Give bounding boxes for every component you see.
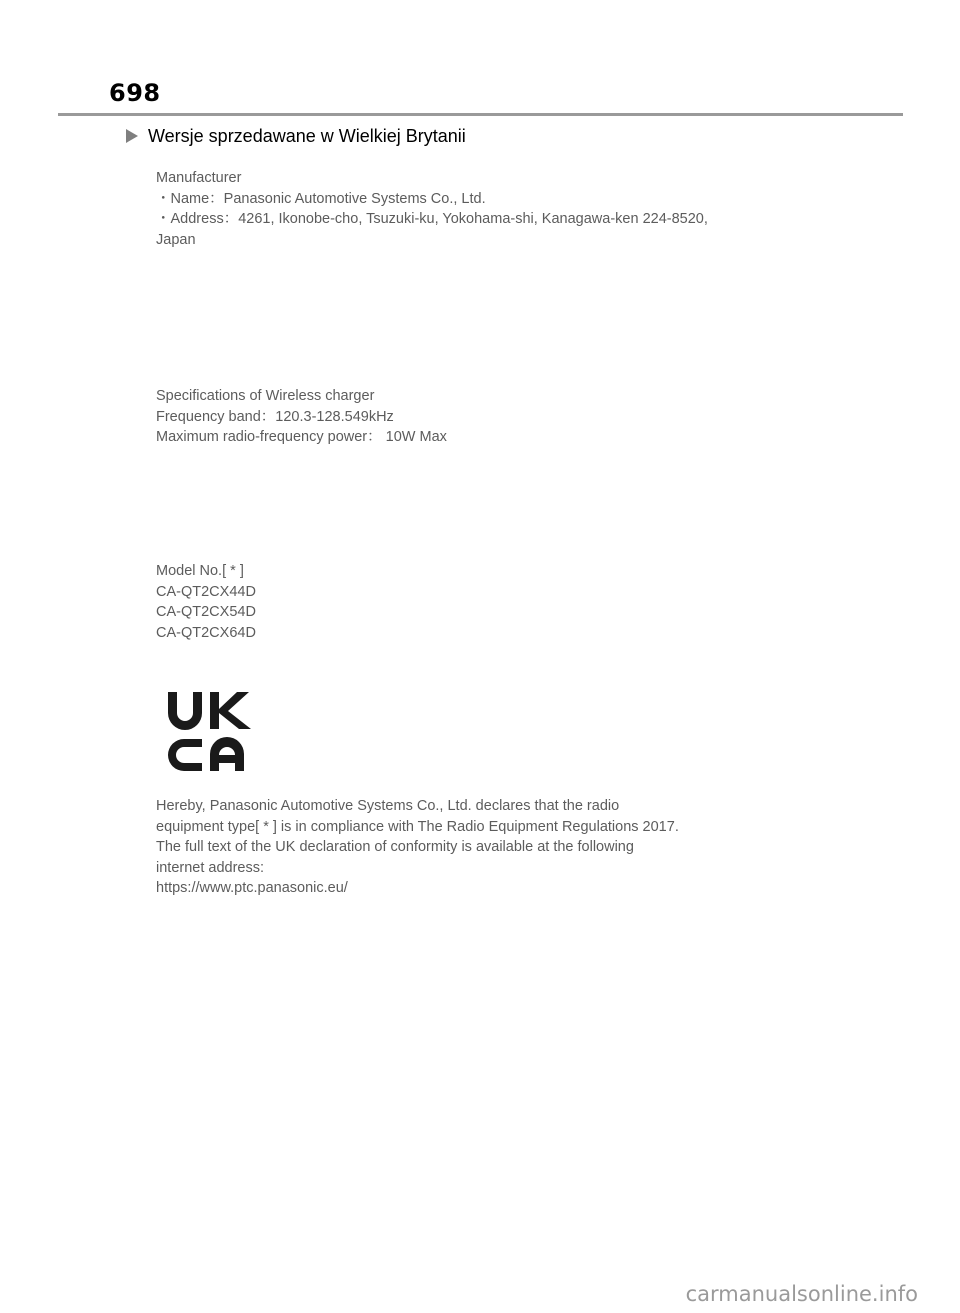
model-numbers-block xyxy=(156,561,256,643)
manufacturer-name: ・Name：Panasonic Automotive Systems Co., Ltd. xyxy=(156,190,486,207)
declaration-line: equipment type[ * ] is in compliance with The Radio Equipment Regulations 2017. xyxy=(156,818,679,835)
footer-watermark: carmanualsonline.info xyxy=(685,1282,918,1306)
ukca-logo-shapes xyxy=(168,692,251,771)
triangle-right-icon xyxy=(126,129,138,143)
manufacturer-address: ・Address：4261, Ikonobe-cho, Tsuzuki-ku, Yokohama-shi, Kanagawa-ken 224-8520, xyxy=(156,211,708,227)
page-number: 698 xyxy=(109,79,161,107)
declaration-url: https://www.ptc.panasonic.eu/ xyxy=(156,880,348,896)
declaration-block xyxy=(156,796,679,899)
section-heading-text: Wersje sprzedawane w Wielkiej Brytanii xyxy=(148,126,466,146)
declaration-line: Hereby, Panasonic Automotive Systems Co., Ltd. declares that the radio xyxy=(156,798,620,814)
model-item: CA-QT2CX44D xyxy=(156,583,256,600)
model-item: CA-QT2CX64D xyxy=(156,624,256,641)
specifications-title: Specifications of Wireless charger xyxy=(156,388,375,404)
declaration-line: The full text of the UK declaration of conformity is available at the following xyxy=(156,839,634,855)
declaration-line: internet address: xyxy=(156,859,265,876)
header-divider xyxy=(58,113,903,116)
model-title: Model No.[ * ] xyxy=(156,563,244,579)
model-item: CA-QT2CX54D xyxy=(156,604,256,620)
manufacturer-title: Manufacturer xyxy=(156,170,242,186)
frequency-band: Frequency band：120.3-128.549kHz xyxy=(156,408,394,425)
ukca-mark-icon xyxy=(164,688,254,774)
manufacturer-address-cont: Japan xyxy=(156,231,196,248)
max-rf-power: Maximum radio-frequency power： 10W Max xyxy=(156,429,447,445)
specifications-block xyxy=(156,386,447,448)
section-heading xyxy=(126,124,466,148)
manufacturer-block xyxy=(156,168,708,250)
